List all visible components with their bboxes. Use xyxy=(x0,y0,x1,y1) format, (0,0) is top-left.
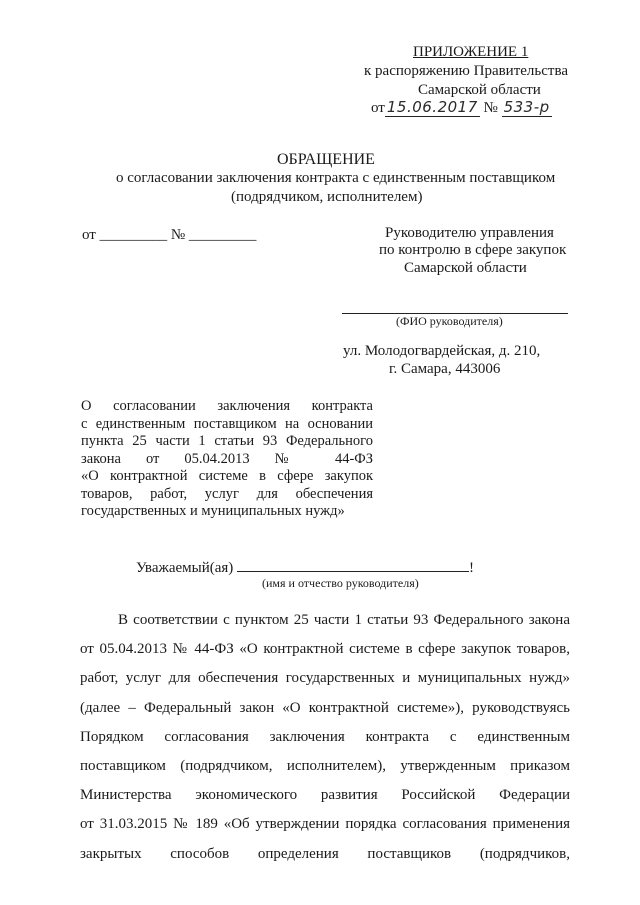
appendix-line-3: Самарской области xyxy=(418,82,541,98)
appendix-date-number xyxy=(371,98,552,117)
address-line-2: г. Самара, 443006 xyxy=(389,361,501,377)
addressee-line-3: Самарской области xyxy=(404,260,527,276)
body-line: поставщиком (подрядчиком, исполнителем), утвержденным приказом xyxy=(80,758,570,775)
appendix-number-prefix: № xyxy=(483,100,498,116)
body-line: работ, услуг для обеспечения государственных и муниципальных нужд» xyxy=(80,670,570,687)
appendix-from-prefix: от xyxy=(371,100,385,116)
document-subtitle-line-2: (подрядчиком, исполнителем) xyxy=(231,189,423,205)
body-line: (далее – Федеральный закон «О контрактной системе»), руководствуясь xyxy=(80,699,570,716)
body-line: закрытых способов определения поставщиков (подрядчиков, xyxy=(80,845,570,862)
subject-line: О согласовании заключения контракта xyxy=(81,398,373,414)
appendix-title: ПРИЛОЖЕНИЕ 1 xyxy=(413,44,529,60)
subject-line: закона от 05.04.2013 № 44-ФЗ xyxy=(81,450,373,467)
subject-line: государственных и муниципальных нужд» xyxy=(81,503,345,519)
handwritten-date: 15.06.2017 xyxy=(386,98,478,116)
subject-line: с единственным поставщиком на основании xyxy=(81,415,373,432)
body-line: Порядком согласования заключения контракта с единственным xyxy=(80,728,570,745)
greeting-caption: (имя и отчество руководителя) xyxy=(262,576,419,590)
greeting-line xyxy=(136,559,474,577)
addressee-line-1: Руководителю управления xyxy=(385,225,554,241)
subject-line: «О контрактной системе в сфере закупок xyxy=(81,468,373,484)
address-line-1: ул. Молодогвардейская, д. 210, xyxy=(343,343,541,359)
body-line: от 31.03.2015 № 189 «Об утверждении порядка согласования применения xyxy=(80,816,570,833)
greeting-name-blank xyxy=(237,559,469,572)
greeting-prefix: Уважаемый(ая) xyxy=(136,560,234,576)
body-line: от 05.04.2013 № 44-ФЗ «О контрактной системе в сфере закупок товаров, xyxy=(80,641,570,658)
document-subtitle-line-1: о согласовании заключения контракта с единственным поставщиком xyxy=(116,170,556,186)
body-paragraph xyxy=(80,606,570,869)
subject-line: товаров, работ, услуг для обеспечения xyxy=(81,485,373,502)
fio-caption: (ФИО руководителя) xyxy=(396,314,503,328)
body-line: Министерства экономического развития Российской Федерации xyxy=(80,787,570,804)
handwritten-number: 533-р xyxy=(503,98,550,116)
addressee-line-2: по контролю в сфере закупок xyxy=(379,242,567,258)
subject-block xyxy=(81,398,373,521)
outgoing-date-number-line: от _________ № _________ xyxy=(82,227,257,243)
appendix-line-2: к распоряжению Правительства xyxy=(364,63,569,79)
greeting-suffix: ! xyxy=(469,560,475,576)
body-line: В соответствии с пунктом 25 части 1 статьи 93 Федерального закона xyxy=(118,612,570,628)
subject-line: пункта 25 части 1 статьи 93 Федерального xyxy=(81,433,373,449)
document-title: ОБРАЩЕНИЕ xyxy=(277,151,375,168)
